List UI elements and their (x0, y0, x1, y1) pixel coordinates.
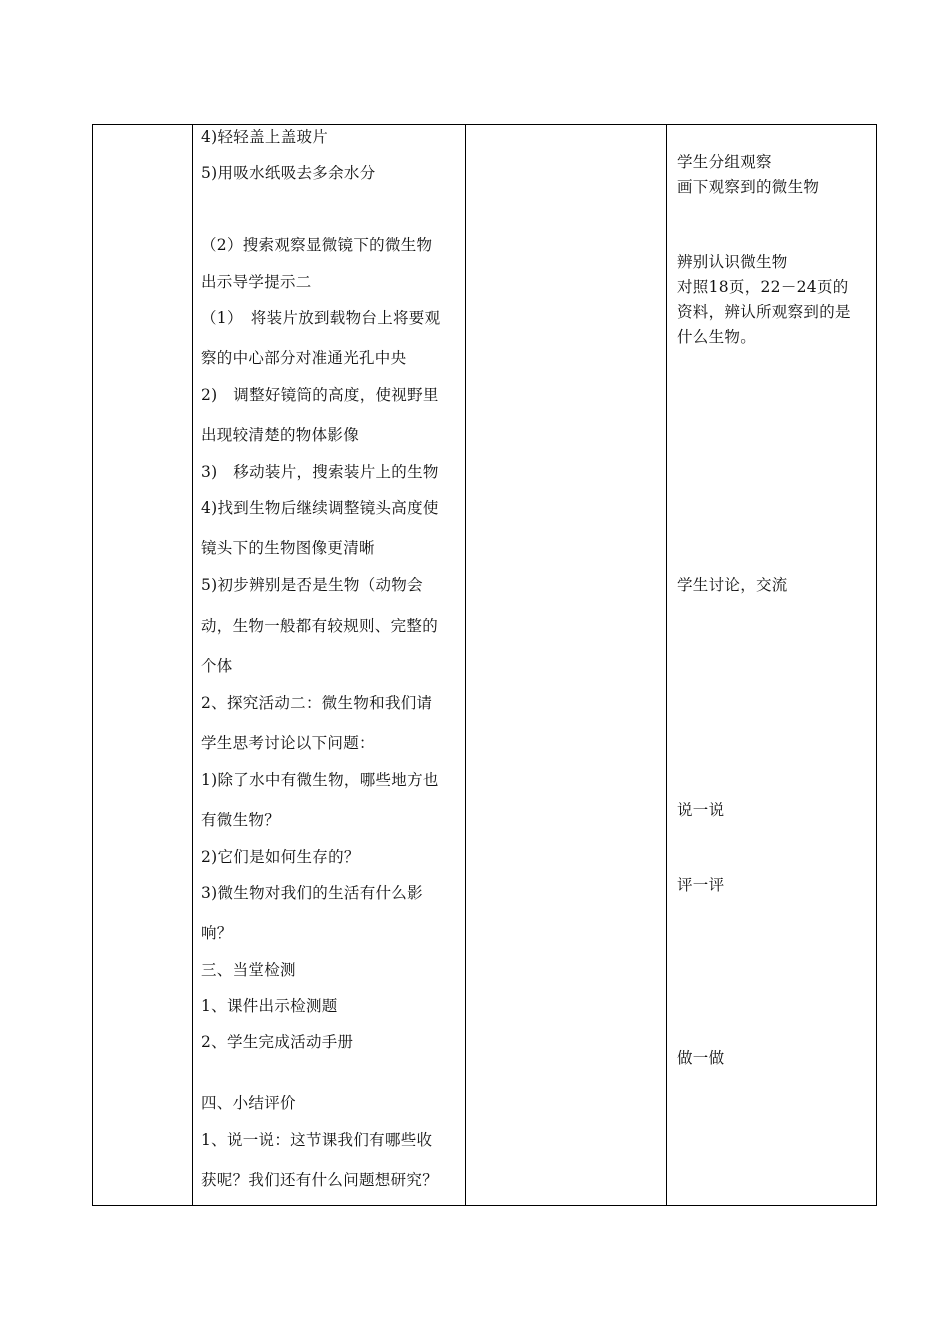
process-line: 动，生物一般都有较规则、完整的 (201, 617, 439, 635)
activity-line: 画下观察到的微生物 (677, 178, 820, 196)
activity-line: 学生分组观察 (677, 153, 772, 171)
process-line: 5)用吸水纸吸去多余水分 (201, 164, 376, 182)
process-line: 察的中心部分对准通光孔中央 (201, 349, 407, 367)
process-line: 有微生物？ (201, 811, 281, 829)
process-line: 2、探究活动二：微生物和我们请 (201, 694, 433, 712)
table-right-border (876, 124, 877, 1206)
process-line: 2、学生完成活动手册 (201, 1033, 354, 1051)
process-line: 1、说一说：这节课我们有哪些收 (201, 1131, 433, 1149)
process-line: 1、课件出示检测题 (201, 997, 338, 1015)
process-line: 2) 调整好镜筒的高度，使视野里 (201, 386, 439, 404)
activity-line: 评一评 (677, 876, 725, 894)
process-line: 出示导学提示二 (201, 273, 312, 291)
process-line: 响？ (201, 924, 233, 942)
table-left-border (92, 124, 93, 1206)
process-line: 2)它们是如何生存的？ (201, 848, 360, 866)
column-divider-3 (666, 124, 667, 1206)
activity-line: 资料，辨认所观察到的是 (677, 303, 851, 321)
process-line: 三、当堂检测 (201, 961, 296, 979)
table-bottom-border (92, 1205, 877, 1206)
process-line: 四、小结评价 (201, 1094, 296, 1112)
activity-line: 对照18页，22－24页的 (677, 278, 849, 296)
column-divider-1 (192, 124, 193, 1206)
process-line: （1） 将装片放到载物台上将要观 (201, 309, 441, 327)
process-line: 镜头下的生物图像更清晰 (201, 539, 375, 557)
process-line: 1)除了水中有微生物，哪些地方也 (201, 771, 439, 789)
process-line: 学生思考讨论以下问题： (201, 734, 375, 752)
process-line: 5)初步辨别是否是生物（动物会 (201, 576, 423, 594)
table-top-border (92, 124, 877, 125)
process-line: 3) 移动装片，搜索装片上的生物 (201, 463, 439, 481)
activity-line: 做一做 (677, 1049, 725, 1067)
process-line: 个体 (201, 657, 233, 675)
activity-line: 辨别认识微生物 (677, 253, 788, 271)
process-line: 4)找到生物后继续调整镜头高度使 (201, 499, 439, 517)
process-line: 3)微生物对我们的生活有什么影 (201, 884, 423, 902)
activity-line: 说一说 (677, 801, 725, 819)
column-divider-2 (465, 124, 466, 1206)
process-line: （2）搜索观察显微镜下的微生物 (201, 236, 433, 254)
activity-line: 学生讨论，交流 (677, 576, 788, 594)
activity-line: 什么生物。 (677, 328, 757, 346)
process-line: 4)轻轻盖上盖玻片 (201, 128, 329, 146)
process-line: 获呢？我们还有什么问题想研究？ (201, 1171, 439, 1189)
process-line: 出现较清楚的物体影像 (201, 426, 360, 444)
